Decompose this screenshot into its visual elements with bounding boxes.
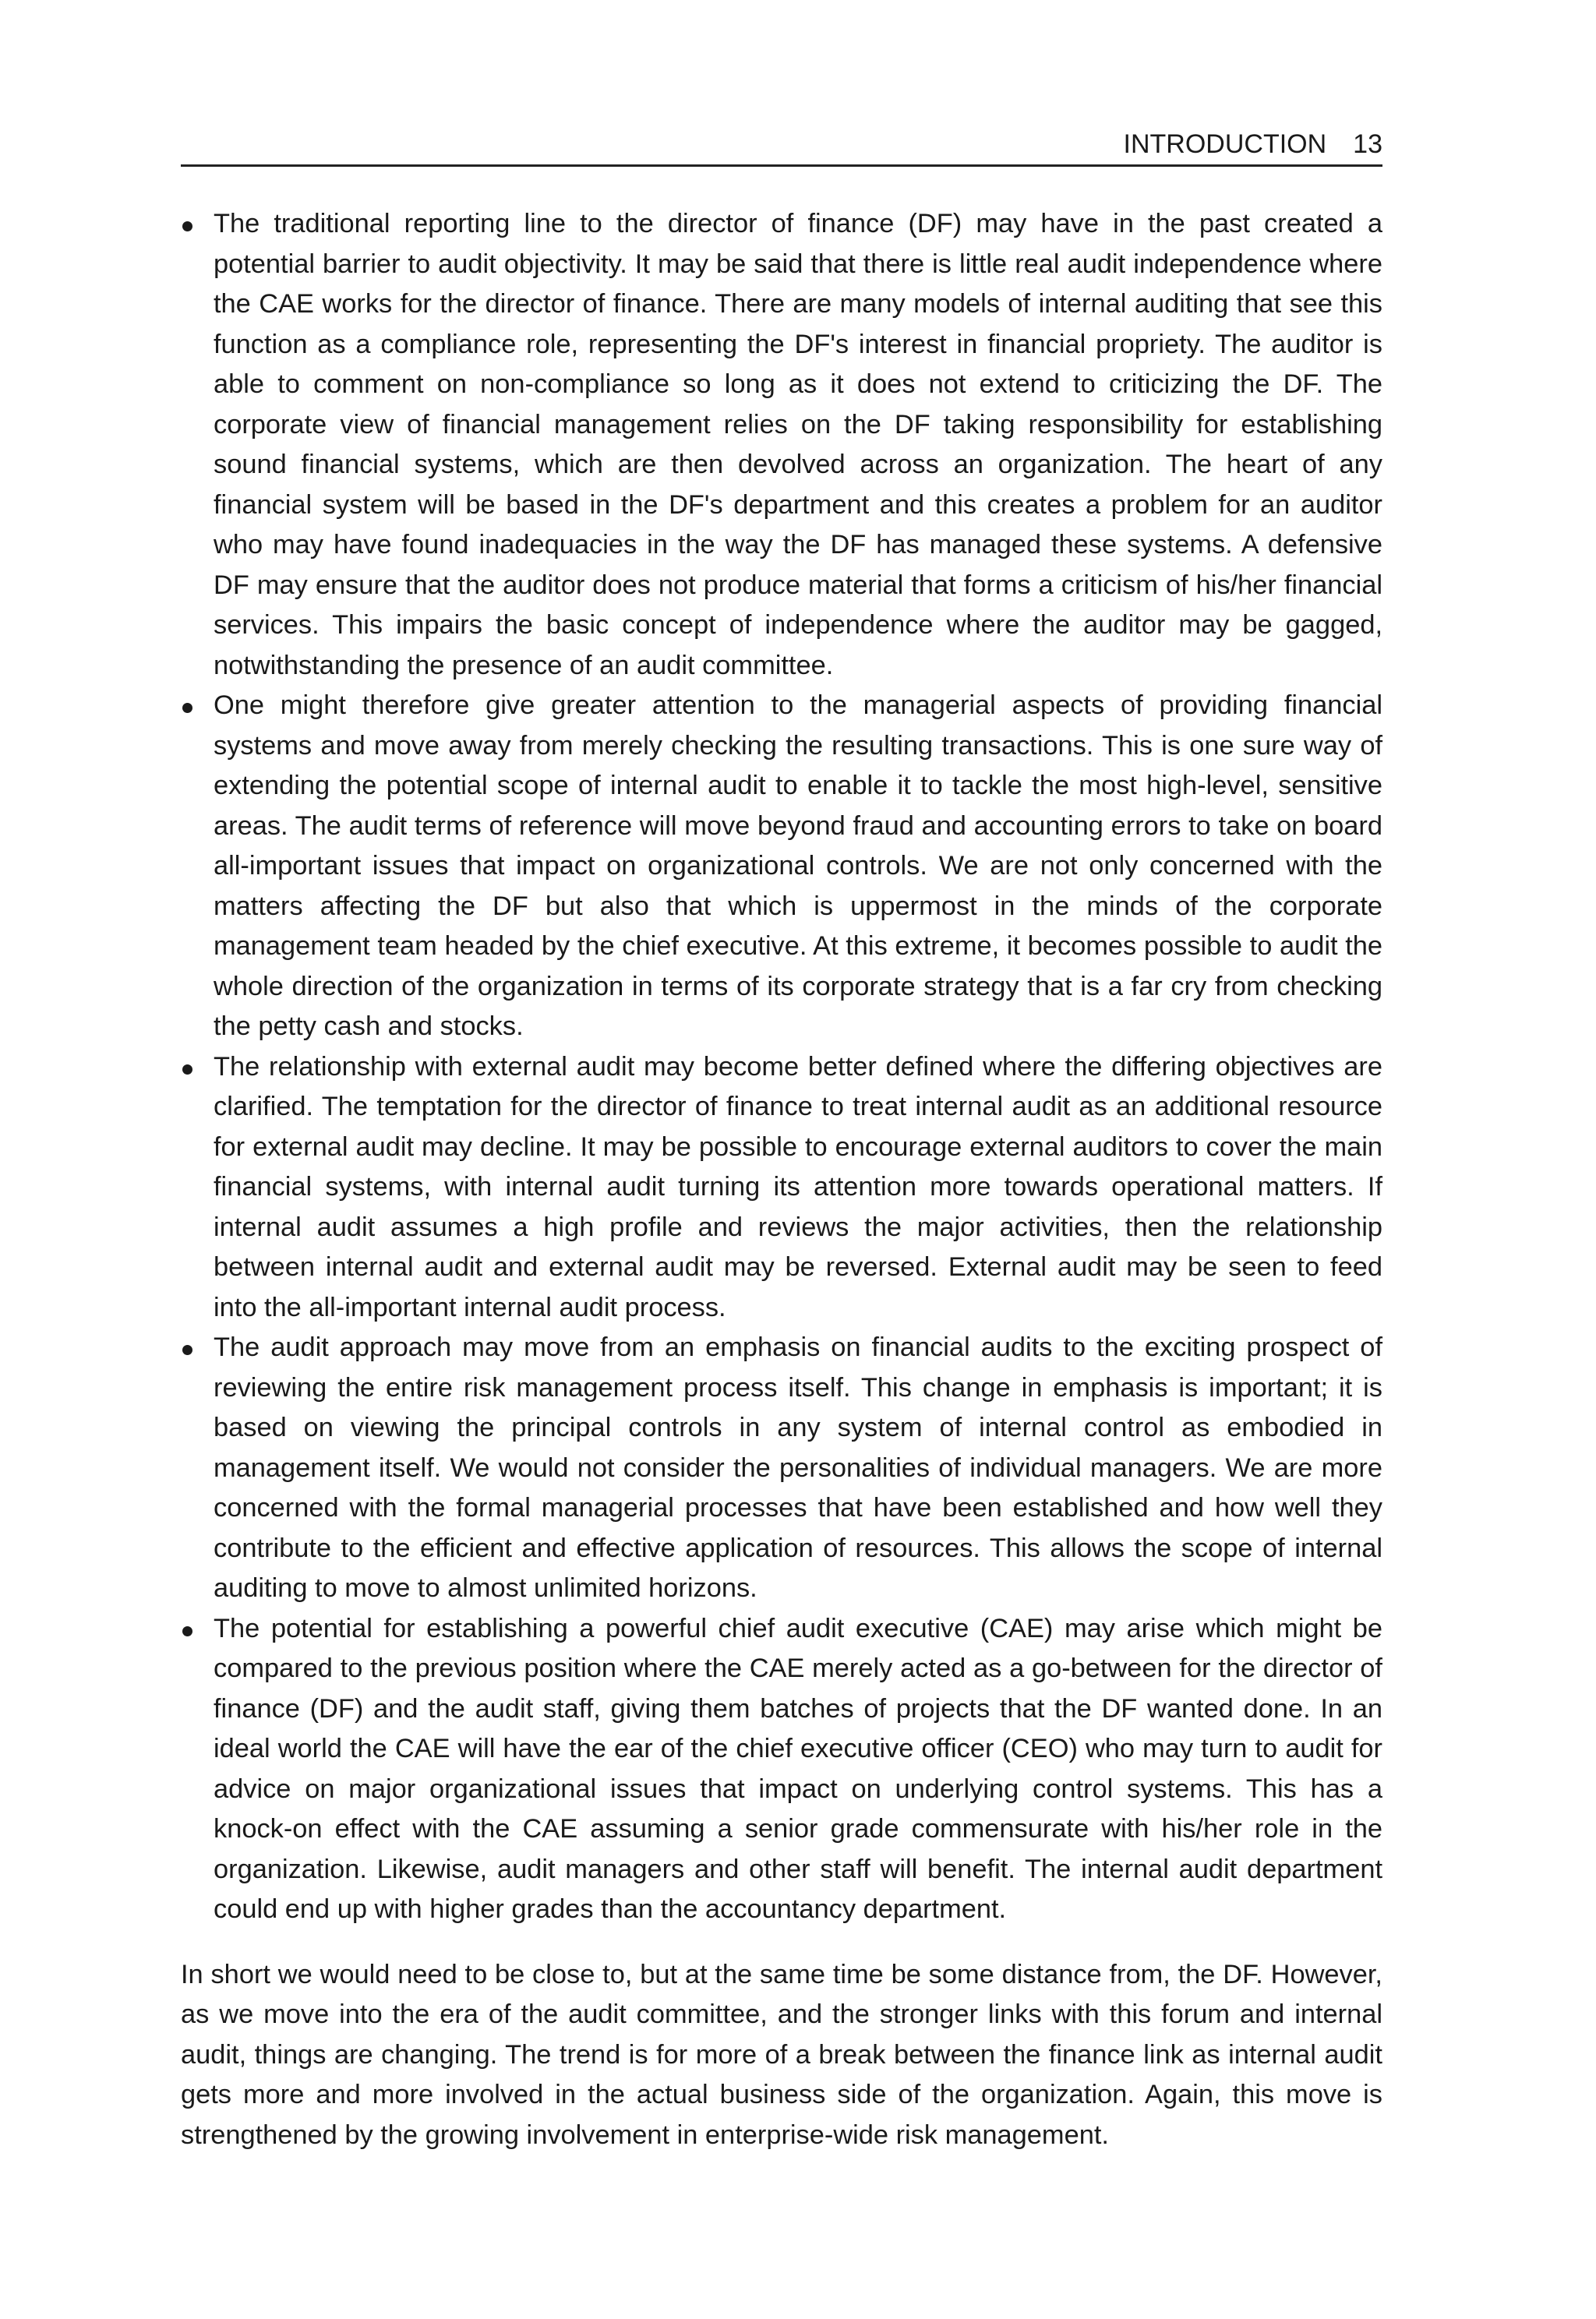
bullet-item — [181, 1609, 1382, 1930]
running-head: INTRODUCTION — [1123, 129, 1327, 159]
bullet-text: The relationship with external audit may become better defined where the differing objectives are clarified. The temptation for the director of finance to treat internal audit as an additional resource for external audit may decline. It may be possible to encourage external auditors to cover the main financial systems, with internal audit turning its attention more towards operational matters. If internal audit assumes a high profile and reviews the major activities, then the relationship between internal audit and external audit may be reversed. External audit may be seen to feed into the all-important internal audit process. — [214, 1051, 1382, 1322]
page-body — [181, 204, 1382, 2155]
bullet-icon — [182, 703, 192, 713]
bullet-icon — [182, 1626, 192, 1636]
bullet-text: The traditional reporting line to the director of finance (DF) may have in the past created a potential barrier to audit objectivity. It may be said that there is little real audit independence where the CAE works for the director of finance. There are many models of internal auditing that see this function as a compliance role, representing the DF's interest in financial propriety. The auditor is able to comment on non-compliance so long as it does not extend to criticizing the DF. The corporate view of financial management relies on the DF taking responsibility for establishing sound financial systems, which are then devolved across an organization. The heart of any financial system will be based in the DF's department and this creates a problem for an auditor who may have found inadequacies in the way the DF has managed these systems. A defensive DF may ensure that the auditor does not produce material that forms a criticism of his/her financial services. This impairs the basic concept of independence where the auditor may be gagged, notwithstanding the presence of an audit committee. — [214, 209, 1382, 680]
page-number: 13 — [1353, 129, 1382, 159]
bullet-text: The potential for establishing a powerful chief audit executive (CAE) may arise which might be compared to the previous position where the CAE merely acted as a go-between for the director of finance (DF) and the audit staff, giving them batches of projects that the DF wanted done. In an ideal world the CAE will have the ear of the chief executive officer (CEO) who may turn to audit for advice on major organizational issues that impact on underlying control systems. This has a knock-on effect with the CAE assuming a senior grade commensurate with his/her role in the organization. Likewise, audit managers and other staff will benefit. The internal audit department could end up with higher grades than the accountancy department. — [214, 1613, 1382, 1924]
bullet-item — [181, 204, 1382, 686]
page-header — [181, 118, 1382, 167]
bullet-text: One might therefore give greater attention to the managerial aspects of providing financial systems and move away from merely checking the resulting transactions. This is one sure way of extending the potential scope of internal audit to enable it to tackle the most high-level, sensitive areas. The audit terms of reference will move beyond fraud and accounting errors to take on board all-important issues that impact on organizational controls. We are not only concerned with the matters affecting the DF but also that which is uppermost in the minds of the corporate management team headed by the chief executive. At this extreme, it becomes possible to audit the whole direction of the organization in terms of its corporate strategy that is a far cry from checking the petty cash and stocks. — [214, 690, 1382, 1041]
bullet-item — [181, 1328, 1382, 1609]
bullet-icon — [182, 221, 192, 231]
bullet-item — [181, 1047, 1382, 1329]
closing-paragraph: In short we would need to be close to, but at the same time be some distance from, the DF. However, as we move into the era of the audit committee, and the stronger links with this forum and internal audit, things are changing. The trend is for more of a break between the finance link as internal audit gets more and more involved in the actual business side of the organization. Again, this move is strengthened by the growing involvement in enterprise-wide risk management. — [181, 1959, 1382, 2150]
bullet-text: The audit approach may move from an emphasis on financial audits to the exciting prospect of reviewing the entire risk management process itself. This change in emphasis is important; it is based on viewing the principal controls in any system of internal control as embodied in management itself. We would not consider the personalities of individual managers. We are more concerned with the formal managerial processes that have been established and how well they contribute to the efficient and effective application of resources. This allows the scope of internal auditing to move to almost unlimited horizons. — [214, 1332, 1382, 1603]
bullet-icon — [182, 1345, 192, 1355]
bullet-icon — [182, 1064, 192, 1075]
bullet-item — [181, 686, 1382, 1047]
bullet-list — [181, 204, 1382, 1930]
